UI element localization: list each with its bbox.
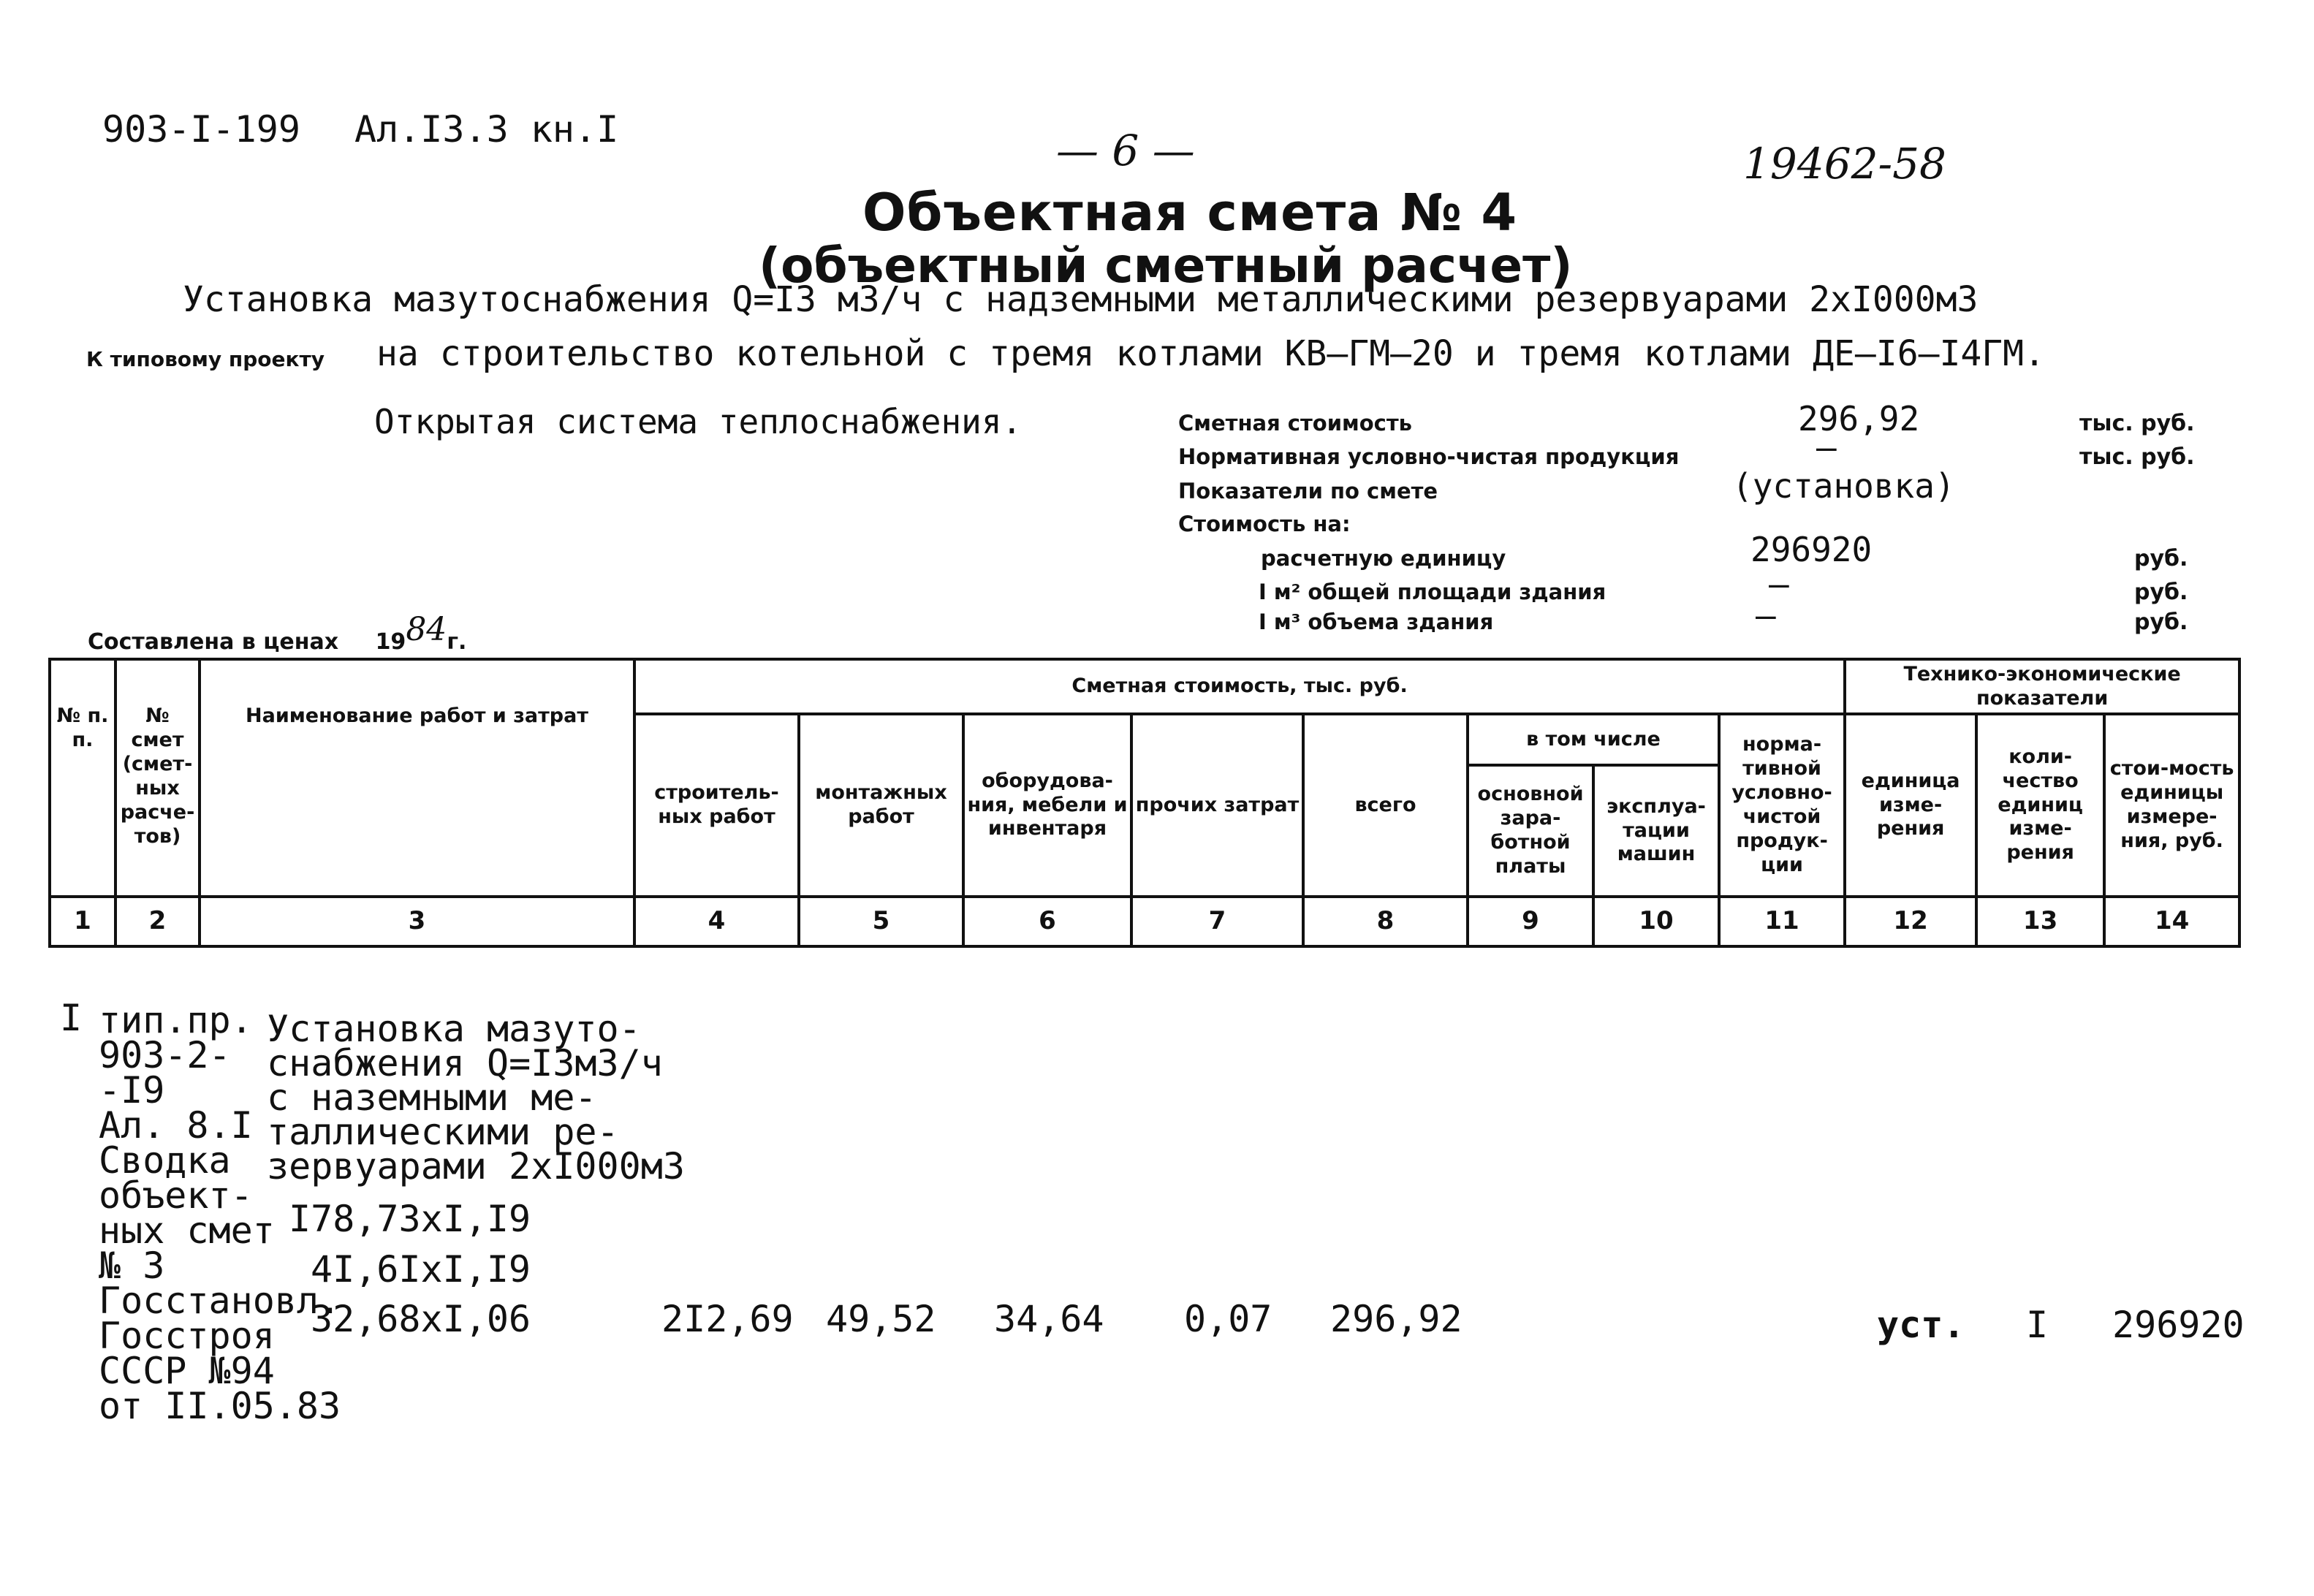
summary-label: Показатели по смете [1178, 479, 1438, 503]
column-number: 8 [1303, 897, 1468, 946]
total-cost: 296,92 [1330, 1298, 1463, 1340]
work-name-line: Установка мазуто- [267, 1008, 641, 1050]
document-code: 903-I-199 [102, 108, 300, 151]
estimate-line: № 3 [99, 1244, 165, 1287]
calculation-3: 32,68хI,06 [311, 1298, 531, 1340]
estimate-line: Госстроя [99, 1315, 275, 1357]
estimate-line: 903-2- [99, 1034, 231, 1076]
prices-year [88, 611, 467, 657]
work-name-line: с наземными ме- [267, 1076, 597, 1119]
summary-unit: тыс. руб. [2079, 444, 2195, 470]
summary-unit: тыс. руб. [2079, 411, 2195, 436]
handwritten-number: 19462-58 [1743, 139, 1946, 189]
estimate-line: -I9 [99, 1069, 165, 1112]
header-unit: единица изме-рения [1845, 714, 1976, 897]
column-number: 9 [1468, 897, 1593, 946]
header-construction: строитель-ных работ [634, 714, 799, 897]
year-suffix: г. [447, 629, 467, 655]
work-name-line: снабжения Q=I3м3/ч [267, 1042, 663, 1084]
estimate-line: объект- [99, 1174, 253, 1217]
header-other: прочих затрат [1131, 714, 1303, 897]
work-name-line: таллическими ре- [267, 1111, 619, 1153]
column-number: 5 [799, 897, 963, 946]
estimate-line: СССР №94 [99, 1350, 275, 1392]
document-title: Объектная смета № 4 [862, 183, 1518, 243]
summary-value: 296,92 [1798, 399, 1920, 438]
summary-value: (установка) [1732, 466, 1955, 506]
year-prefix: 19 [375, 629, 406, 655]
other-cost: 0,07 [1184, 1298, 1272, 1340]
installation-cost: 49,52 [826, 1298, 936, 1340]
column-number: 3 [200, 897, 634, 946]
summary-label: Стоимость на: [1178, 512, 1351, 536]
album-reference: Ал.I3.3 кн.I [354, 108, 619, 151]
header-quantity: коли-чество единиц изме-рения [1976, 714, 2104, 897]
summary-value: – [1769, 564, 1789, 604]
header-including: в том числе [1468, 714, 1719, 765]
page-number: — 6 — [1056, 126, 1195, 175]
summary-label: Сметная стоимость [1178, 411, 1412, 436]
estimate-line: Госстановл. [99, 1280, 341, 1322]
column-number: 12 [1845, 897, 1976, 946]
header-machines: эксплуа-тации машин [1593, 765, 1719, 897]
work-name [267, 1008, 685, 1188]
summary-unit: руб. [2134, 609, 2188, 635]
column-number: 14 [2104, 897, 2239, 946]
header-unit-cost: стои-мость единицы измере-ния, руб. [2104, 714, 2239, 897]
calculation-2: 4I,6IхI,I9 [311, 1248, 531, 1291]
column-number: 4 [634, 897, 799, 946]
header-num: № п. п. [50, 659, 115, 897]
estimate-line: от II.05.83 [99, 1385, 341, 1427]
summary-value: – [1756, 596, 1776, 635]
header-tech-group: Технико-экономические показатели [1845, 659, 2239, 714]
unit-quantity: I [2026, 1304, 2049, 1346]
measure-unit: уст. [1877, 1304, 1965, 1346]
estimate-line: Сводка [99, 1139, 231, 1182]
column-number: 13 [1976, 897, 2104, 946]
header-equipment: оборудова-ния, мебели и инвентаря [963, 714, 1131, 897]
summary-unit: руб. [2134, 580, 2188, 605]
header-work-name: Наименование работ и затрат [200, 659, 634, 897]
estimate-line: ных смет [99, 1209, 275, 1252]
work-name-line: зервуарами 2хI000м3 [267, 1145, 685, 1188]
summary-label: I м² общей площади здания [1259, 580, 1606, 604]
year-handwritten: 84 [406, 611, 447, 648]
header-cost-group: Сметная стоимость, тыс. руб. [634, 659, 1845, 714]
header-estimate-num: № смет (смет-ных расче-тов) [115, 659, 200, 897]
header-installation: монтажных работ [799, 714, 963, 897]
summary-label: расчетную единицу [1261, 546, 1506, 571]
summary-value: 296920 [1750, 530, 1873, 569]
summary-label: Нормативная условно-чистая продукция [1178, 444, 1680, 469]
header-base-salary: основной зара-ботной платы [1468, 765, 1593, 897]
project-prefix: К типовому проекту [86, 347, 325, 371]
column-number: 7 [1131, 897, 1303, 946]
unit-cost: 296920 [2112, 1304, 2245, 1346]
column-number: 6 [963, 897, 1131, 946]
calculation-1: I78,73хI,I9 [289, 1198, 531, 1240]
estimate-line: Ал. 8.I [99, 1104, 253, 1147]
row-number: I [60, 997, 83, 1039]
document-subtitle: (объектный сметный расчет) [759, 238, 1573, 294]
header-total: всего [1303, 714, 1468, 897]
heating-system-note: Открытая система теплоснабжения. [374, 402, 1023, 441]
project-description: Установка мазутоснабжения Q=I3 м3/ч с надземными металлическими резервуарами 2хI000м3 [183, 279, 1979, 320]
equipment-cost: 34,64 [994, 1298, 1104, 1340]
summary-unit: руб. [2134, 546, 2188, 571]
summary-label: I м³ объема здания [1259, 609, 1494, 634]
column-number: 11 [1719, 897, 1845, 946]
estimate-line: тип.пр. [99, 999, 253, 1041]
project-description-2: на строительство котельной с тремя котлами КВ–ГМ–20 и тремя котлами ДЕ–I6–I4ГМ. [376, 333, 2045, 374]
column-number: 1 [50, 897, 115, 946]
header-normative: норма-тивной условно-чистой продук-ции [1719, 714, 1845, 897]
column-number: 2 [115, 897, 200, 946]
cost-table [48, 658, 2241, 948]
prices-label: Составлена в ценах [88, 629, 339, 655]
construction-cost: 2I2,69 [661, 1298, 794, 1340]
column-number: 10 [1593, 897, 1719, 946]
summary-value: – [1816, 428, 1837, 467]
